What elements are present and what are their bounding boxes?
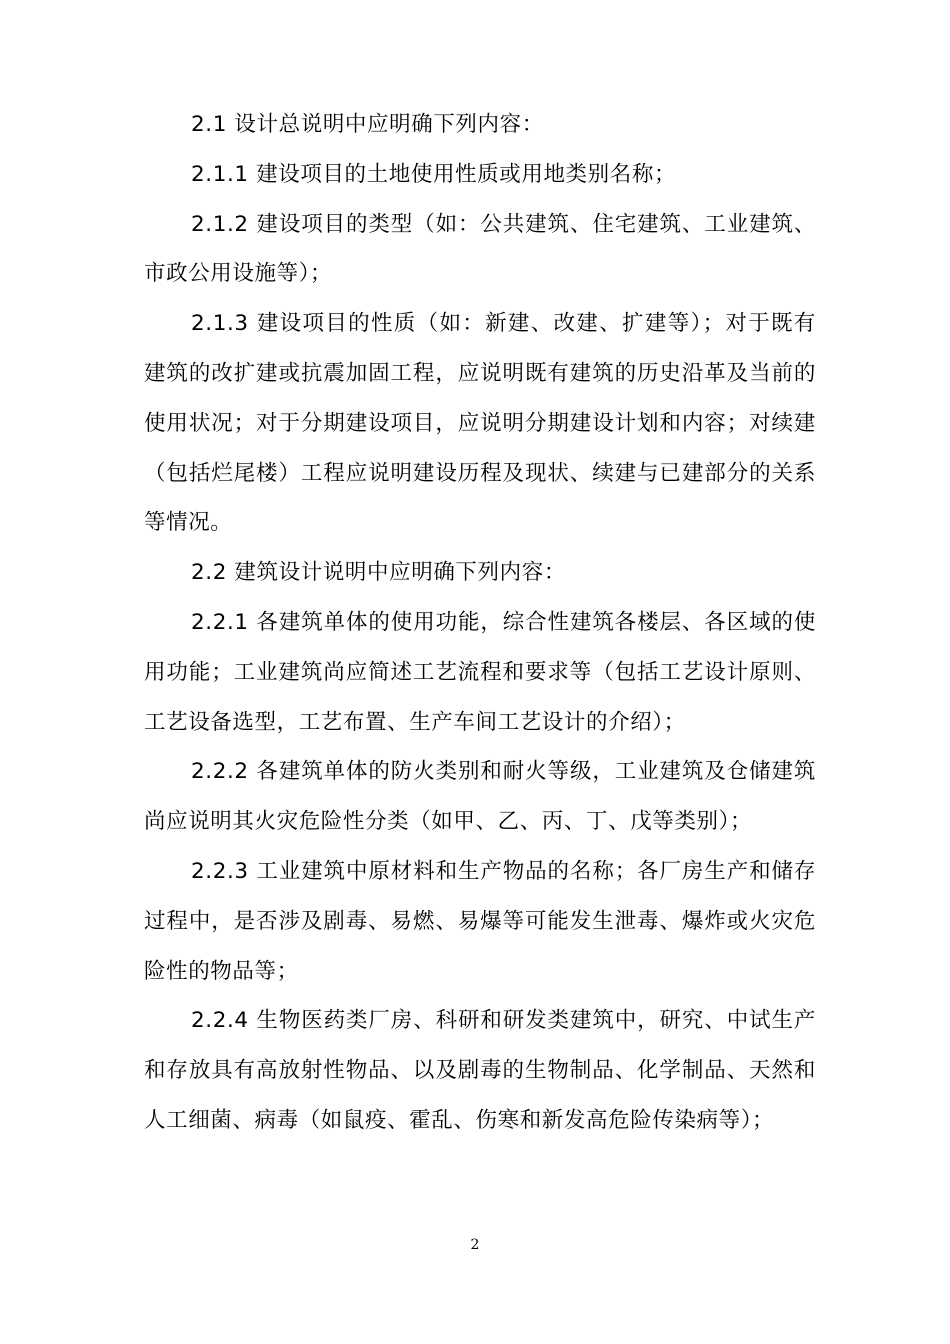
paragraph-2-1-3: 2.1.3 建设项目的性质（如：新建、改建、扩建等）；对于既有建筑的改扩建或抗震加固工程，应说明既有建筑的历史沿革及当前的使用状况；对于分期建设项目，应说明分期建设计划和内容；对续建（包括烂尾楼）工程应说明建设历程及现状、续建与已建部分的关系等情况。 bbox=[144, 311, 816, 536]
paragraph-2-2: 2.2 建筑设计说明中应明确下列内容： bbox=[191, 560, 566, 586]
document-body bbox=[144, 100, 816, 1146]
paragraph-2-2-3: 2.2.3 工业建筑中原材料和生产物品的名称；各厂房生产和储存过程中，是否涉及剧毒、易燃、易爆等可能发生泄毒、爆炸或火灾危险性的物品等； bbox=[144, 858, 816, 984]
paragraph-2-1: 2.1 设计总说明中应明确下列内容： bbox=[191, 112, 544, 137]
paragraph-2-1-1: 2.1.1 建设项目的土地使用性质或用地类别名称； bbox=[191, 161, 677, 187]
paragraph-2-2-1: 2.2.1 各建筑单体的使用功能，综合性建筑各楼层、各区域的使用功能；工业建筑尚应简述工艺流程和要求等（包括工艺设计原则、工艺设备选型，工艺布置、生产车间工艺设计的介绍）； bbox=[144, 609, 816, 735]
page-number: 2 bbox=[470, 1237, 480, 1253]
paragraph-2-2-2: 2.2.2 各建筑单体的防火类别和耐火等级，工业建筑及仓储建筑尚应说明其火灾危险性分类（如甲、乙、丙、丁、戊等类别）； bbox=[144, 759, 816, 835]
paragraph-2-2-4: 2.2.4 生物医药类厂房、科研和研发类建筑中，研究、中试生产和存放具有高放射性物品、以及剧毒的生物制品、化学制品、天然和人工细菌、病毒（如鼠疫、霍乱、伤寒和新发高危险传染病等）； bbox=[144, 1008, 816, 1133]
paragraph-2-1-2: 2.1.2 建设项目的类型（如：公共建筑、住宅建筑、工业建筑、市政公用设施等）； bbox=[144, 211, 816, 287]
